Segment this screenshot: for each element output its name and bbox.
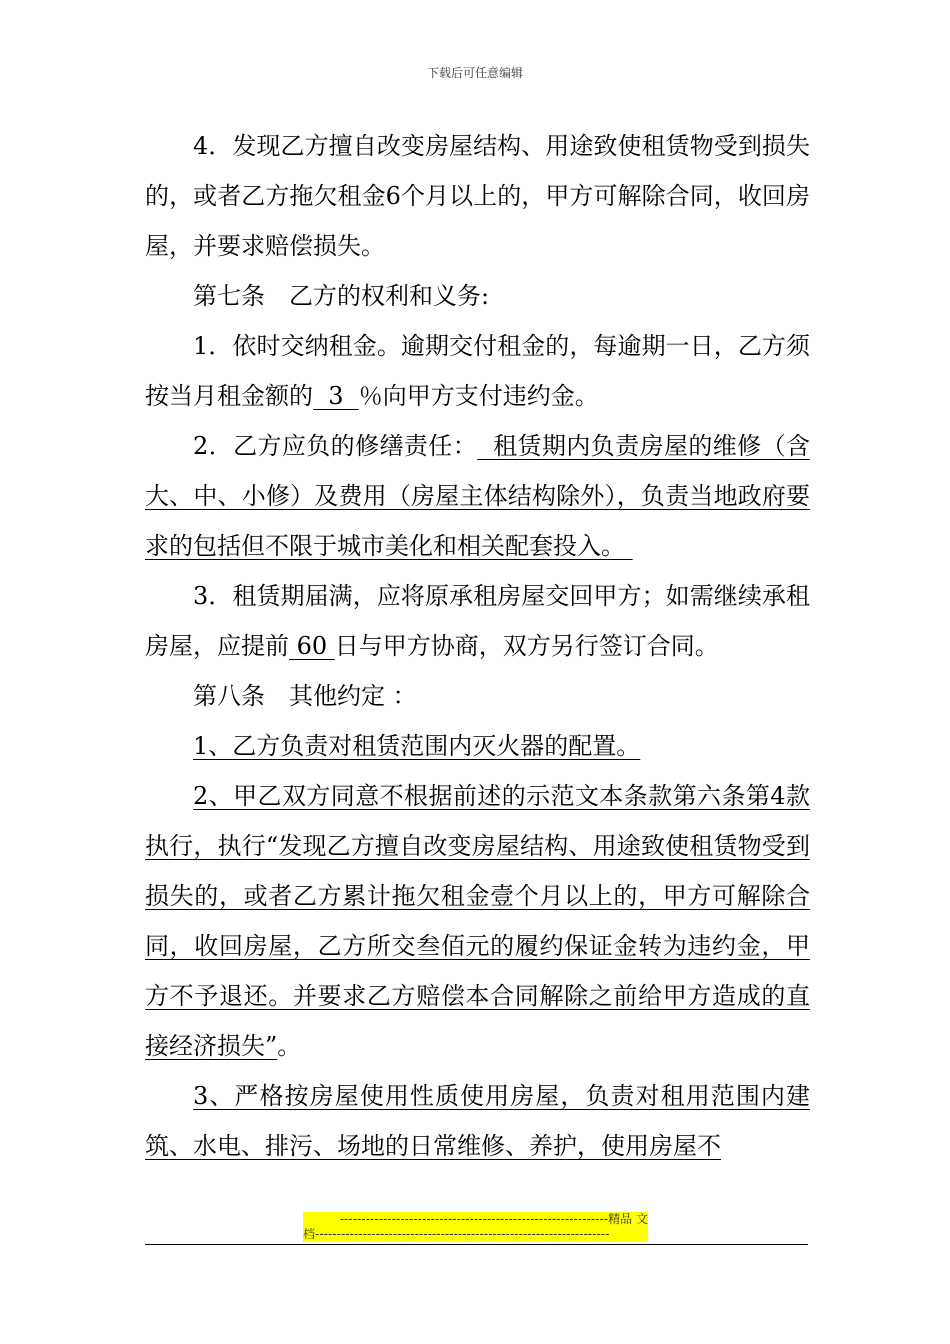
clause-7-3-text-end: 日与甲方协商，双方另行签订合同。 [334, 632, 719, 660]
clause-8-3-text: 3、严格按房屋使用性质使用房屋，负责对租用范围内建筑、水电、排污、场地的日常维修、养护，使用房屋不 [145, 1082, 810, 1160]
clause-7-2-label: 2．乙方应负的修缮责任： [193, 432, 478, 460]
clause-7-1 [145, 321, 810, 421]
clause-8-1-text: 1、乙方负责对租赁范围内灭火器的配置。 [193, 732, 641, 760]
clause-8-1 [145, 721, 810, 771]
article-7-title: 第七条 乙方的权利和义务: [193, 282, 490, 310]
footer-line-2: 档-------------------------------------------------------------------- [303, 1227, 610, 1241]
clause-7-1-text: 1．依时交纳租金。逾期交付租金的，每逾期一日，乙方须按当月租金额的 [145, 332, 810, 410]
footer-watermark [303, 1212, 648, 1242]
clause-7-3 [145, 571, 810, 671]
notice-days-value: 60 [289, 632, 335, 660]
document-body [145, 121, 810, 1171]
clause-7-2 [145, 421, 810, 571]
clause-8-2-end: 。 [277, 1032, 302, 1060]
clause-6-4: 4．发现乙方擅自改变房屋结构、用途致使租赁物受到损失的，或者乙方拖欠租金6个月以上的，甲方可解除合同，收回房屋，并要求赔偿损失。 [145, 132, 810, 260]
clause-7-1-text-end: ％向甲方支付违约金。 [358, 382, 599, 410]
clause-8-3 [145, 1071, 810, 1171]
penalty-rate-value: 3 [313, 382, 359, 410]
repair-responsibility-text: 租赁期内负责房屋的维修（含大、中、小修）及费用（房屋主体结构除外），负责当地政府要求的包括但不限于城市美化和相关配套投入。 [145, 432, 810, 560]
page-header: 下载后可任意编辑 [426, 66, 523, 80]
footer-divider [145, 1244, 808, 1245]
clause-8-2 [145, 771, 810, 1071]
article-8-title: 第八条 其他约定 ： [193, 682, 417, 710]
clause-7-3-text: 3．租赁期届满，应将原承租房屋交回甲方；如需继续承租房屋，应提前 [145, 582, 810, 660]
clause-8-2-text: 2、甲乙双方同意不根据前述的示范文本条款第六条第4款执行，执行“发现乙方擅自改变房屋结构、用途致使租赁物受到损失的，或者乙方累计拖欠租金壹个月以上的，甲方可解除合同，收回房屋，乙方所交叁佰元的履约保证金转为违约金，甲方不予退还。并要求乙方赔偿本合同解除之前给甲方造成的直接经济损失” [145, 782, 810, 1060]
footer-line-1: --------------------------------------------------------------精品 文 [339, 1212, 648, 1226]
